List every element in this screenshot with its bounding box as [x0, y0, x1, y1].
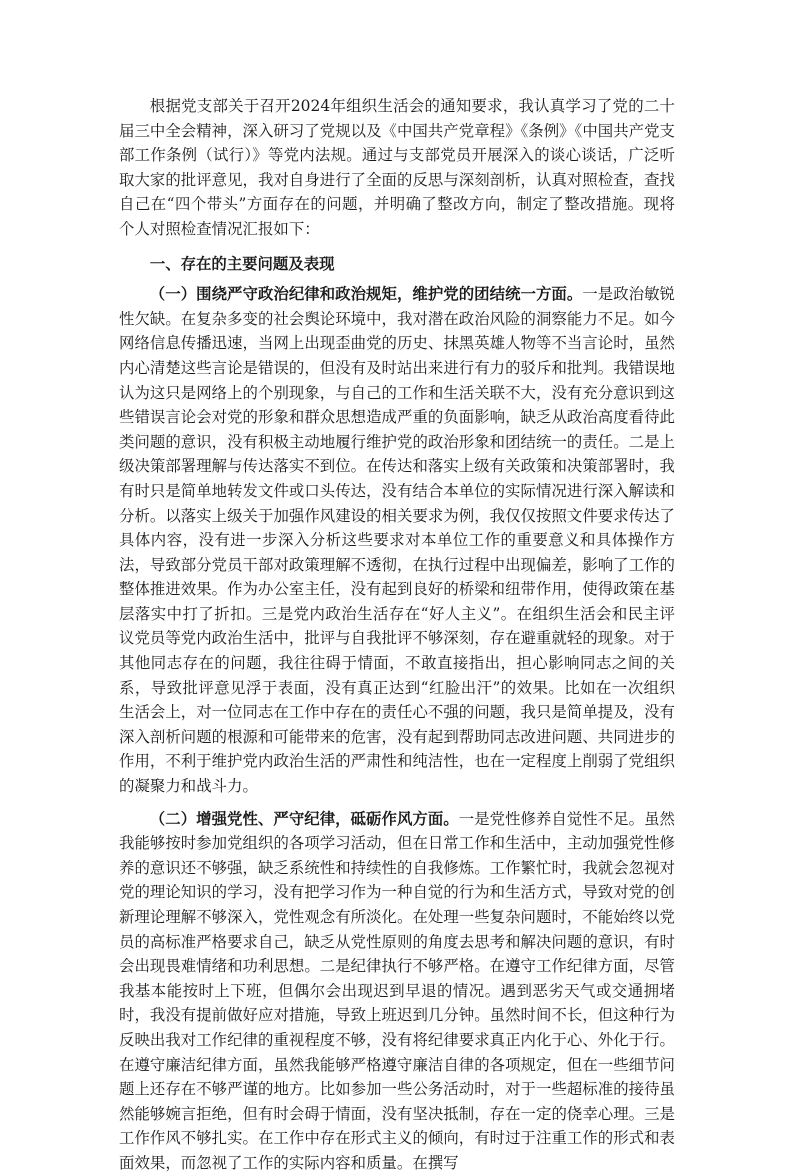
subsection-2-title: （二）增强党性、严守纪律，砥砺作风方面。 — [149, 809, 459, 828]
subsection-1-body: 一是政治敏锐性欠缺。在复杂多变的社会舆论环境中，我对潜在政治风险的洞察能力不足。如今网络信息传播迅速，当网上出现歪曲党的历史、抹黑英雄人物等不当言论时，虽然内心清楚这些言论是错误的，但没有及时站出来进行有力的驳斥和批判。我错误地认为这只是网络上的个别现象，与自己的工作和生活关联不大，没有充分意识到这些错误言论会对党的形象和群众思想造成严重的负面影响，缺乏从政治高度看待此类问题的意识，没有积极主动地履行维护党的政治形象和团结统一的责任。二是上级决策部署理解与传达落实不到位。在传达和落实上级有关政策和决策部署时，我有时只是简单地转发文件或口头传达，没有结合本单位的实际情况进行深入解读和分析。以落实上级关于加强作风建设的相关要求为例，我仅仅按照文件要求传达了具体内容，没有进一步深入分析这些要求对本单位工作的重要意义和具体操作方法，导致部分党员干部对政策理解不透彻，在执行过程中出现偏差，影响了工作的整体推进效果。作为办公室主任，没有起到良好的桥梁和纽带作用，使得政策在基层落实中打了折扣。三是党内政治生活存在“好人主义”。在组织生活会和民主评议党员等党内政治生活中，批评与自我批评不够深刻，存在避重就轻的现象。对于其他同志存在的问题，我往往碍于情面，不敢直接指出，担心影响同志之间的关系，导致批评意见浮于表面，没有真正达到“红脸出汗”的效果。比如在一次组织生活会上，对一位同志在工作中存在的责任心不强的问题，我只是简单提及，没有深入剖析问题的根源和可能带来的危害，没有起到帮助同志改进问题、共同进步的作用，不利于维护党内政治生活的严肃性和纯洁性，也在一定程度上削弱了党组织的凝聚力和战斗力。 — [119, 285, 675, 796]
document-body — [119, 94, 675, 1176]
subsection-1-paragraph — [119, 282, 675, 798]
subsection-1-title: （一）围绕严守政治纪律和政治规矩，维护党的团结统一方面。 — [149, 285, 583, 304]
paragraph-gap — [119, 799, 675, 807]
intro-paragraph: 根据党支部关于召开2024年组织生活会的通知要求，我认真学习了党的二十届三中全会精神，深入研习了党规以及《中国共产党章程》《条例》《中国共产党支部工作条例（试行）》等党内法规。通过与支部党员开展深入的谈心谈话，广泛听取大家的批评意见，我对自身进行了全面的反思与深刻剖析，认真对照检查，查找自己在“四个带头”方面存在的问题，并明确了整改方向，制定了整改措施。现将个人对照检查情况汇报如下： — [119, 97, 675, 238]
section-heading-problems: 一、存在的主要问题及表现 — [149, 254, 335, 273]
subsection-2-paragraph — [119, 807, 675, 1176]
subsection-2-body: 一是党性修养自觉性不足。虽然我能够按时参加党组织的各项学习活动，但在日常工作和生活中，主动加强党性修养的意识还不够强，缺乏系统性和持续性的自我修炼。工作繁忙时，我就会忽视对党的理论知识的学习，没有把学习作为一种自觉的行为和生活方式，导致对党的创新理论理解不够深入，党性观念有所淡化。在处理一些复杂问题时，不能始终以党员的高标准严格要求自己，缺乏从党性原则的角度去思考和解决问题的意识，有时会出现畏难情绪和功利思想。二是纪律执行不够严格。在遵守工作纪律方面，尽管我基本能按时上下班，但偶尔会出现迟到早退的情况。遇到恶劣天气或交通拥堵时，我没有提前做好应对措施，导致上班迟到几分钟。虽然时间不长，但这种行为反映出我对工作纪律的重视程度不够，没有将纪律要求真正内化于心、外化于行。在遵守廉洁纪律方面，虽然我能够严格遵守廉洁自律的各项规定，但在一些细节问题上还存在不够严谨的地方。比如参加一些公务活动时，对于一些超标准的接待虽然能够婉言拒绝，但有时会碍于情面，没有坚决抵制，存在一定的侥幸心理。三是工作作风不够扎实。在工作中存在形式主义的倾向，有时过于注重工作的形式和表面效果，而忽视了工作的实际内容和质量。在撰写 — [119, 809, 675, 1172]
